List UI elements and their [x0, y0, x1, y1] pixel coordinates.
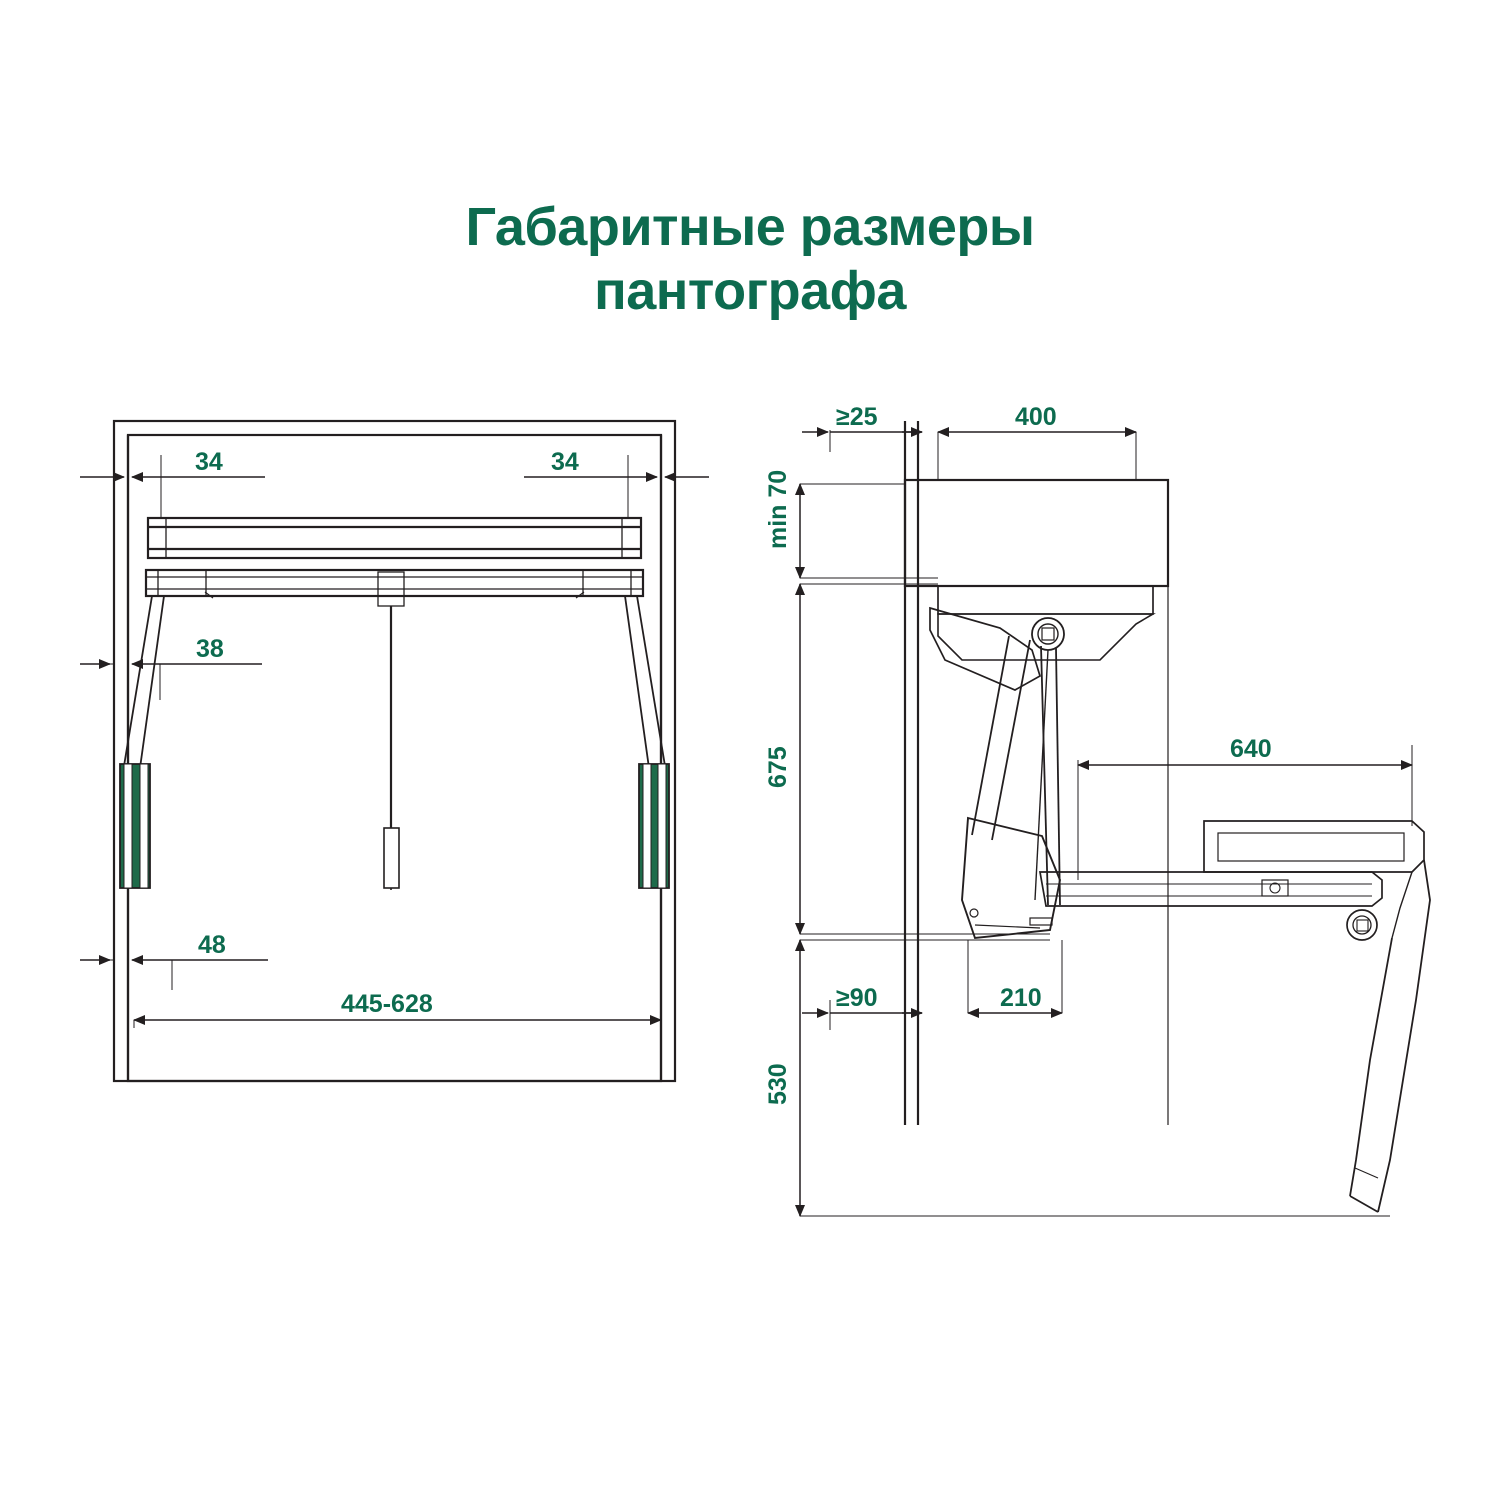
front-left-damper	[120, 764, 150, 888]
front-view	[80, 421, 709, 1081]
dim-label-side-min70: min 70	[764, 469, 792, 549]
dim-label-side-530: 530	[764, 1063, 792, 1105]
front-right-damper	[639, 764, 669, 888]
side-panel-lines	[905, 421, 1168, 1125]
dim-side-min70	[764, 470, 938, 578]
page-title-line1: Габаритные размеры	[465, 197, 1035, 257]
dim-side-640	[1078, 735, 1412, 880]
front-left-arm	[124, 592, 213, 768]
dim-label-front-48: 48	[198, 931, 226, 959]
dim-label-side-675: 675	[764, 746, 792, 788]
dim-label-side-min25: ≥25	[836, 403, 878, 431]
page-title-line2: пантографа	[594, 260, 906, 321]
dim-label-front-width: 445-628	[341, 990, 433, 1018]
dim-label-side-210: 210	[1000, 984, 1042, 1012]
dim-label-front-right-34: 34	[551, 448, 579, 476]
dim-label-front-38: 38	[196, 635, 224, 663]
side-view	[764, 403, 1430, 1216]
dim-side-210	[968, 940, 1062, 1013]
dim-label-side-400: 400	[1015, 403, 1057, 431]
dim-side-530	[764, 940, 1390, 1216]
dim-front-48	[80, 931, 268, 990]
dim-side-400	[938, 403, 1136, 480]
dim-label-front-left-34: 34	[195, 448, 223, 476]
front-top-rail	[148, 518, 641, 558]
dim-label-side-min90: ≥90	[836, 984, 878, 1012]
front-right-arm	[576, 592, 665, 768]
side-front-panel	[1204, 821, 1430, 1212]
dim-label-side-640: 640	[1230, 735, 1272, 763]
dim-front-width	[134, 990, 661, 1028]
side-extension-rail	[1040, 872, 1382, 906]
dim-front-38	[80, 635, 262, 700]
front-hanger-bar	[146, 570, 643, 890]
front-cabinet-outline	[114, 421, 675, 1081]
side-cabinet-box	[905, 480, 1168, 660]
